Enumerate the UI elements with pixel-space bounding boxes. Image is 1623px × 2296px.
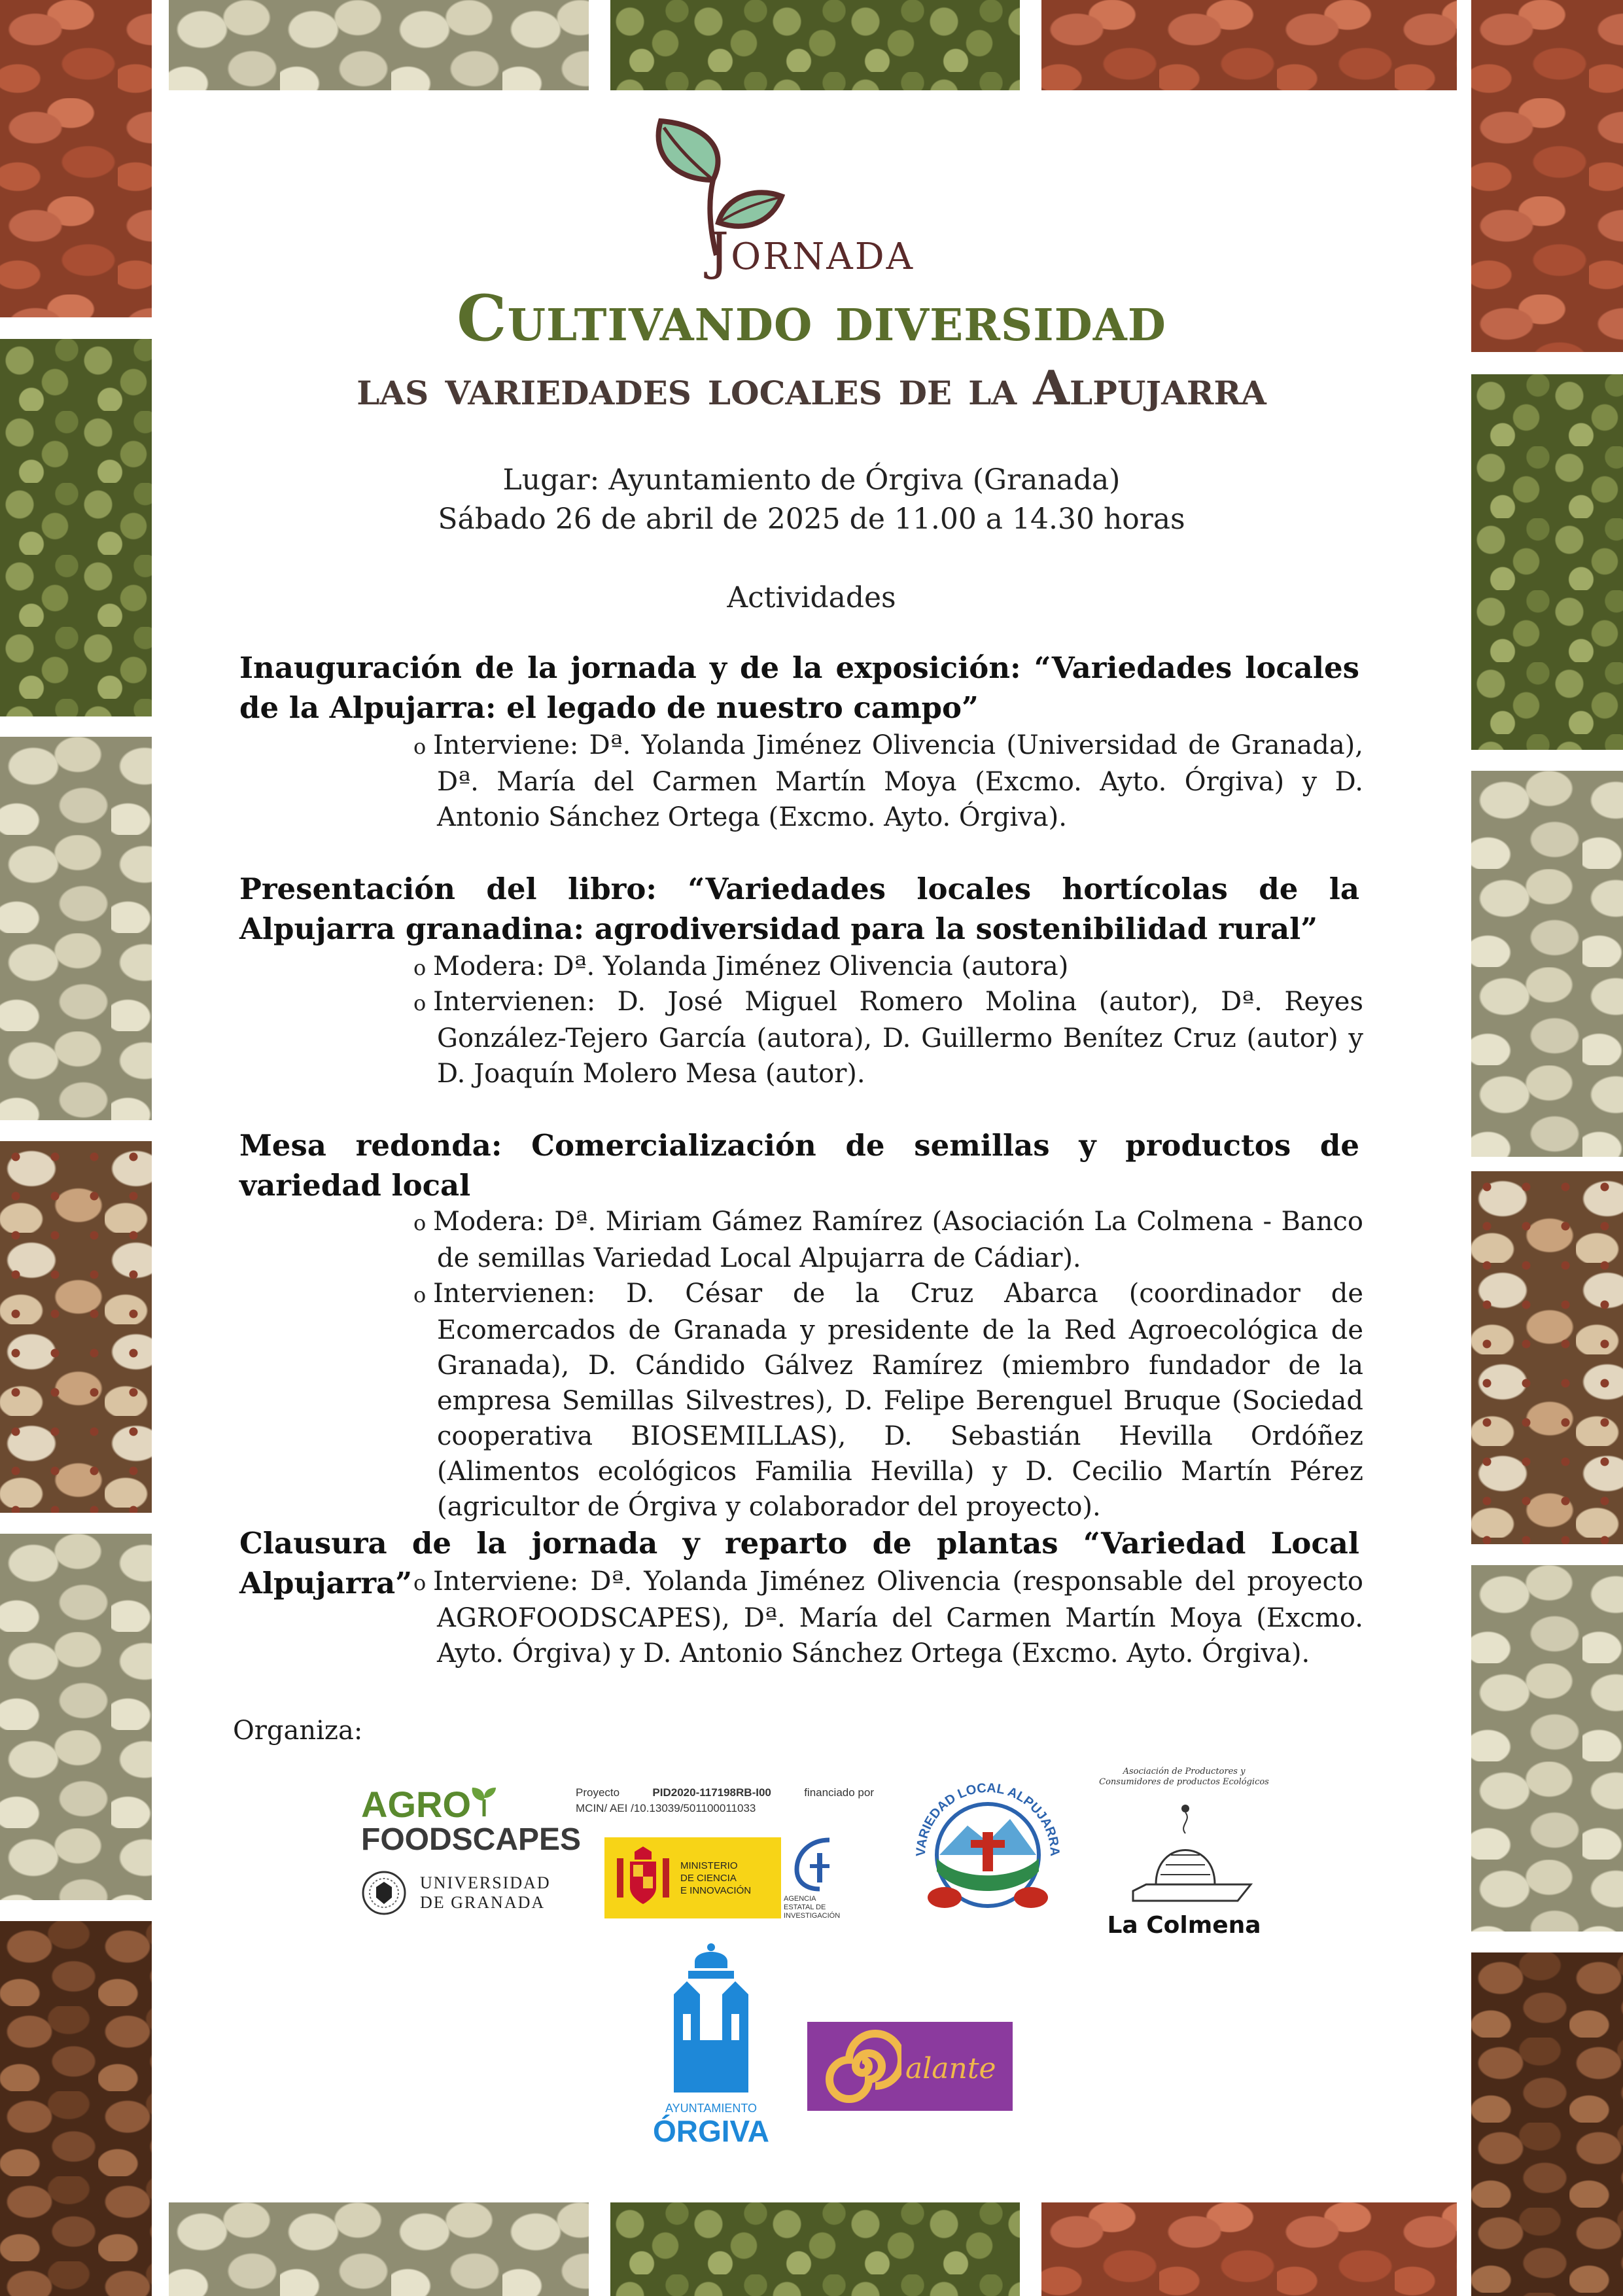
ayuntamiento-orgiva-logo	[649, 1942, 773, 2148]
list-item	[413, 984, 1363, 1091]
agro-text: AGRO	[361, 1784, 471, 1825]
ministerio-line-2: DE CIENCIA	[680, 1872, 737, 1884]
list-item-text: Modera: Dª. Miriam Gámez Ramírez (Asociación La Colmena - Banco de semillas Variedad Local Alpujarra de Cádiar).	[433, 1207, 1363, 1273]
aei-logo	[784, 1833, 856, 1922]
jornada-label	[0, 222, 1623, 281]
jornada-cap: J	[708, 222, 731, 281]
seed-photo	[0, 1141, 152, 1513]
seed-photo	[610, 0, 1020, 90]
section-title: Inauguración de la jornada y de la exposición: “Variedades locales de la Alpujarra: el legado de nuestro campo”	[239, 650, 1359, 725]
sprout-icon	[471, 1786, 497, 1816]
seed-photo	[1471, 1952, 1623, 2296]
project-text-1: Proyecto	[576, 1786, 620, 1799]
foodscapes-text: FOODSCAPES	[361, 1822, 582, 1857]
ugr-line-1: UNIVERSIDAD	[420, 1873, 551, 1892]
seed-photo	[0, 1921, 152, 2296]
bullet-icon: o	[413, 955, 427, 980]
ministerio-line-1: MINISTERIO	[680, 1860, 738, 1871]
la-colmena-logo	[1094, 1767, 1274, 1943]
seed-photo	[169, 0, 589, 90]
ugr-crest-icon	[361, 1870, 407, 1916]
seed-photo	[0, 737, 152, 1120]
aei-line-1: AGENCIA	[784, 1895, 816, 1903]
activities-heading: Actividades	[727, 581, 896, 614]
aei-emblem-icon	[784, 1833, 843, 1892]
organiza-label: Organiza:	[233, 1716, 363, 1746]
list-item-text: Intervienen: D. José Miguel Romero Molina (autor), Dª. Reyes González-Tejero García (autora), D. Guillermo Benítez Cruz (autor) y D. Joaquín Molero Mesa (autor).	[433, 987, 1363, 1089]
aei-line-3: INVESTIGACIÓN	[784, 1912, 841, 1920]
bullet-icon: o	[413, 734, 427, 759]
bullet-icon: o	[413, 1570, 427, 1595]
variedad-local-emblem-icon	[905, 1767, 1070, 1928]
list-item-text: Intervienen: D. César de la Cruz Abarca (coordinador de Ecomercados de Granada y presidente de la Red Agroecológica de Granada), D. Cándido Gálvez Ramírez (miembro fundador de la empresa Semillas Silvestres), D. Felipe Berenguel Bruque (Sociedad cooperativa BIOSEMILLAS), D. Sebastián Hevilla Ordóñez (Alimentos ecológicos Familia Hevilla) y D. Cecilio Martín Pérez (agricultor de Órgiva y colaborador del proyecto).	[433, 1279, 1363, 1522]
beehive-icon	[1094, 1793, 1274, 1924]
list-item-text: Modera: Dª. Yolanda Jiménez Olivencia (autora)	[433, 951, 1069, 981]
event-date: Sábado 26 de abril de 2025 de 11.00 a 14.30 horas	[438, 503, 1185, 536]
seed-photo	[1041, 0, 1457, 90]
ministerio-line-3: E INNOVACIÓN	[680, 1884, 752, 1896]
bullet-icon: o	[413, 1282, 427, 1307]
seed-photo	[610, 2202, 1020, 2296]
alante-spiral-icon	[823, 2027, 901, 2106]
list-item-text: Interviene: Dª. Yolanda Jiménez Olivencia (responsable del proyecto AGROFOODSCAPES), Dª. María del Carmen Martín Moya (Excmo. Ayto. Órgiva) y D. Antonio Sánchez Ortega (Excmo. Ayto. Órgiva).	[433, 1566, 1363, 1669]
project-text-2: financiado por	[804, 1786, 874, 1799]
project-code: PID2020-117198RB-I00	[652, 1786, 771, 1799]
jornada-rest: ORNADA	[731, 236, 915, 278]
agrofoodscapes-logo	[361, 1784, 582, 1917]
list-item	[413, 1564, 1363, 1671]
list-item	[413, 728, 1363, 835]
project-doi: MCIN/ AEI /10.13039/501100011033	[576, 1802, 756, 1814]
alante-logo	[807, 2022, 1013, 2111]
list-item	[413, 1276, 1363, 1525]
seed-photo	[1471, 374, 1623, 750]
seed-photo	[1041, 2202, 1457, 2296]
funding-logo	[576, 1786, 874, 1924]
ugr-line-2: DE GRANADA	[420, 1893, 546, 1912]
section-title: Clausura de la jornada y reparto de plantas “Variedad Local Alpujarra”	[239, 1526, 1359, 1600]
seed-photo	[1471, 1171, 1623, 1544]
title-line-1: Cultivando diversidad	[457, 281, 1166, 355]
bullet-icon: o	[413, 991, 427, 1016]
seed-photo	[1471, 771, 1623, 1157]
event-place: Lugar: Ayuntamiento de Órgiva (Granada)	[502, 463, 1121, 497]
section-title: Presentación del libro: “Variedades locales hortícolas de la Alpujarra granadina: agrodiversidad para la sostenibilidad rural”	[239, 872, 1359, 946]
ministerio-logo	[604, 1837, 781, 1918]
aei-line-2: ESTATAL DE	[784, 1903, 826, 1911]
title-line-2: las variedades locales de la Alpujarra	[357, 360, 1266, 415]
variedad-local-logo	[905, 1767, 1070, 1928]
colmena-name: La Colmena	[1107, 1912, 1261, 1939]
bullet-icon: o	[413, 1210, 427, 1235]
ayto-line-1: AYUNTAMIENTO	[665, 2102, 757, 2115]
orgiva-towers-icon	[649, 1942, 773, 2099]
seed-photo	[169, 2202, 589, 2296]
alante-text: alante	[905, 2052, 996, 2085]
list-item-text: Interviene: Dª. Yolanda Jiménez Olivencia (Universidad de Granada), Dª. María del Carmen Martín Moya (Excmo. Ayto. Órgiva) y D. Antonio Sánchez Ortega (Excmo. Ayto. Órgiva).	[433, 730, 1363, 832]
list-item	[413, 949, 1363, 985]
ayto-line-2: ÓRGIVA	[652, 2114, 770, 2148]
list-item	[413, 1204, 1363, 1276]
section-title: Mesa redonda: Comercialización de semillas y productos de variedad local	[239, 1128, 1359, 1203]
colmena-script: Asociación de Productores y Consumidores de productos Ecológicos	[1099, 1767, 1269, 1787]
spain-coat-of-arms-icon	[614, 1845, 672, 1911]
seed-photo	[1471, 1565, 1623, 1932]
variedad-local-text: VARIEDAD LOCAL ALPUJARRA	[913, 1780, 1062, 1857]
seed-photo	[0, 1534, 152, 1900]
